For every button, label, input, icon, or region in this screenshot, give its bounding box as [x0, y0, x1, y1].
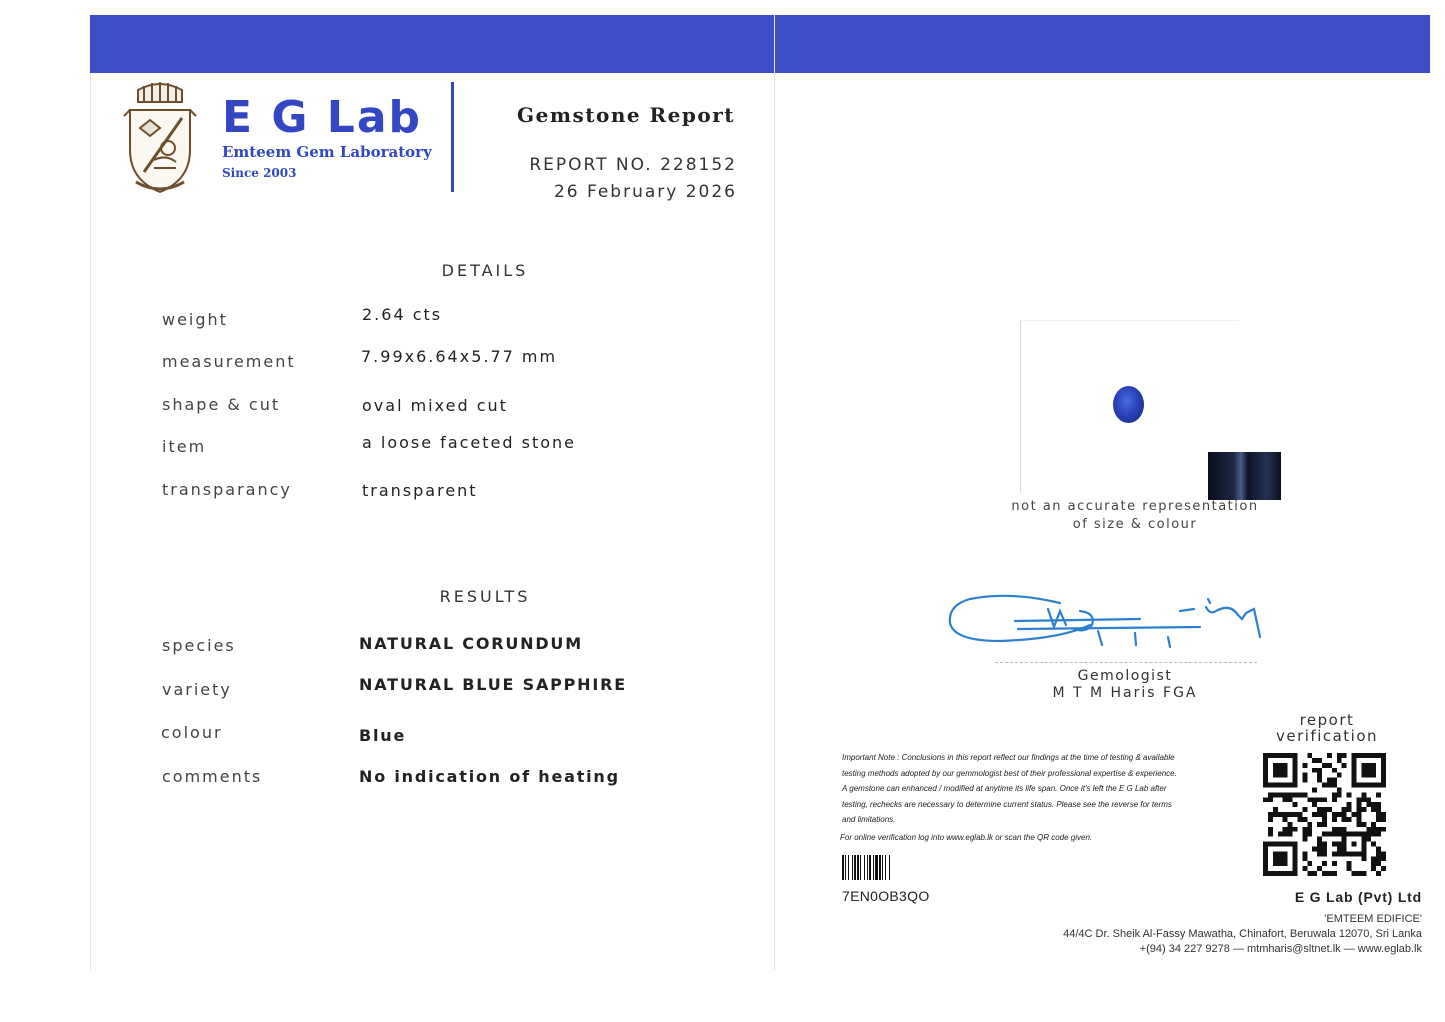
results-heading: RESULTS — [439, 587, 531, 606]
hologram-sticker — [1208, 452, 1281, 500]
brand-since: Since 2003 — [222, 166, 297, 180]
note-line: A gemstone can enhanced / modified at anytime its life span. Once it's left the E G Lab after — [842, 784, 1167, 793]
report-title: Gemstone Report — [517, 103, 735, 127]
photo-caption-line2: of size & colour — [1072, 517, 1198, 532]
result-label-colour: colour — [161, 723, 223, 742]
barcode-icon — [842, 855, 926, 880]
report-number: REPORT NO. 228152 — [529, 155, 737, 175]
result-value-colour: Blue — [359, 726, 407, 745]
fold-line — [774, 15, 775, 970]
details-heading: DETAILS — [441, 261, 529, 280]
signature-image — [940, 585, 1270, 660]
company-building: 'EMTEEM EDIFICE' — [1324, 913, 1422, 925]
verification-label-line1: report — [1299, 711, 1355, 729]
detail-value-item: a loose faceted stone — [362, 433, 576, 452]
note-line: testing, rechecks are necessary to determine current status. Please see the reverse for terms — [842, 799, 1172, 809]
crest-icon — [120, 80, 200, 198]
result-label-comments: comments — [162, 767, 263, 786]
header-band — [90, 15, 1430, 73]
qr-code-icon[interactable] — [1263, 753, 1386, 876]
result-label-species: species — [162, 636, 236, 655]
result-value-species: NATURAL CORUNDUM — [359, 634, 583, 653]
company-address: 44/4C Dr. Sheik Al-Fassy Mawatha, Chinafort, Beruwala 12070, Sri Lanka — [1063, 928, 1422, 940]
detail-value-transparency: transparent — [362, 481, 478, 500]
header-divider — [451, 82, 454, 192]
brand-full-name: Emteem Gem Laboratory — [222, 143, 432, 161]
detail-label-shape: shape & cut — [162, 395, 281, 414]
detail-label-transparency: transparancy — [162, 480, 292, 499]
detail-value-measurement: 7.99x6.64x5.77 mm — [361, 347, 558, 366]
gemstone-image — [1113, 386, 1144, 423]
company-contact: +(94) 34 227 9278 — mtmharis@sltnet.lk — www.eglab.lk — [1139, 943, 1422, 955]
note-line: testing methods adopted by our gemmologist best of their professional expertise & experience. — [842, 768, 1177, 778]
barcode-number: 7EN0OB3QO — [842, 888, 930, 904]
note-line: and limitations. — [842, 815, 896, 824]
brand-name: E G Lab — [222, 92, 423, 143]
company-name: E G Lab (Pvt) Ltd — [1294, 889, 1422, 905]
result-value-variety: NATURAL BLUE SAPPHIRE — [359, 675, 627, 694]
photo-caption-line1: not an accurate representation — [1011, 499, 1259, 514]
verification-label-line2: verification — [1275, 727, 1379, 745]
signature-line — [995, 662, 1257, 663]
report-date: 26 February 2026 — [553, 182, 737, 202]
detail-label-measurement: measurement — [162, 352, 296, 371]
signatory-name: M T M Haris FGA — [1052, 685, 1198, 701]
detail-value-shape: oval mixed cut — [362, 396, 508, 415]
page-edge — [90, 73, 91, 970]
result-label-variety: variety — [162, 680, 232, 699]
important-note — [842, 750, 1212, 828]
signatory-role: Gemologist — [1077, 668, 1173, 684]
detail-label-item: item — [162, 437, 207, 456]
result-value-comments: No indication of heating — [359, 767, 620, 786]
detail-value-weight: 2.64 cts — [362, 305, 443, 324]
note-line: Important Note : Conclusions in this report reflect our findings at the time of testing & available — [842, 753, 1175, 762]
online-verification-note: For online verification log into www.eglab.lk or scan the QR code given. — [840, 833, 1093, 842]
detail-label-weight: weight — [162, 310, 228, 329]
